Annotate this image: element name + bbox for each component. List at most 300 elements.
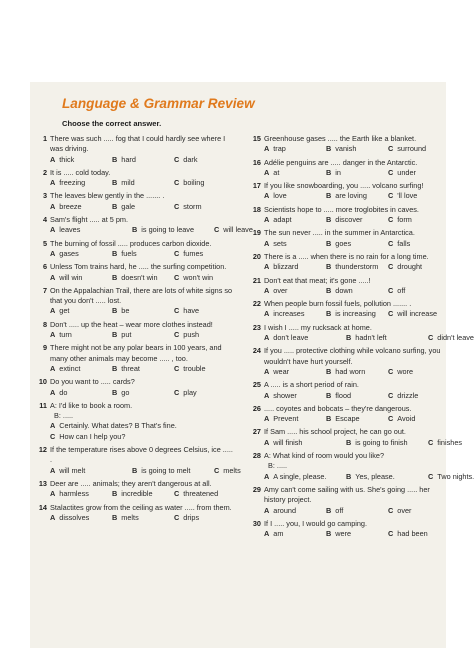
- option-letter: A: [264, 285, 270, 295]
- question-text: If you ..... protective clothing while volcano surfing, you wouldn't have hurt yourself.: [264, 346, 441, 366]
- option-text: trap: [273, 144, 286, 154]
- option-letter: A: [264, 191, 270, 201]
- question-number: 7: [42, 285, 47, 295]
- answer-options: [50, 178, 236, 188]
- answer-option[interactable]: [174, 513, 199, 523]
- option-letter: A: [264, 215, 270, 225]
- answer-option[interactable]: [264, 286, 326, 296]
- option-letter: B: [112, 248, 118, 258]
- option-text: melts: [223, 465, 241, 475]
- option-text: love: [273, 191, 287, 201]
- answer-option[interactable]: [50, 466, 132, 476]
- question-item: [250, 380, 444, 401]
- answer-options: [50, 421, 236, 442]
- option-letter: B: [112, 201, 118, 211]
- question-text: Don't ..... up the heat – wear more clothes instead!: [50, 319, 213, 329]
- option-text: off: [397, 285, 406, 295]
- answer-option[interactable]: [388, 239, 410, 249]
- option-letter: C: [174, 201, 180, 211]
- answer-option[interactable]: [174, 155, 197, 165]
- question-number: 4: [42, 215, 47, 225]
- question-text: A: I'd like to book a room.: [50, 400, 133, 410]
- question-number: 28: [252, 451, 261, 461]
- option-text: at: [273, 167, 280, 177]
- option-letter: A: [50, 178, 56, 188]
- question-text: Don't eat that meat; it's gone .....!: [264, 275, 371, 285]
- answer-option[interactable]: [388, 414, 415, 424]
- question-text: Stalactites grow from the ceiling as water ..... from them.: [50, 502, 232, 512]
- answer-option[interactable]: [388, 144, 426, 154]
- question-text: The sun never ..... in the summer in Antarctica.: [264, 228, 415, 238]
- option-text: doesn't win: [121, 272, 158, 282]
- option-text: am: [273, 529, 284, 539]
- option-text: freezing: [59, 178, 86, 188]
- option-text: over: [397, 505, 412, 515]
- answer-option[interactable]: [264, 168, 326, 178]
- option-letter: A: [50, 225, 56, 235]
- question-text: When people burn fossil fuels, pollution ....... .: [264, 299, 412, 309]
- answer-option[interactable]: [326, 414, 388, 424]
- option-letter: A: [264, 505, 270, 515]
- option-letter: B: [132, 465, 138, 475]
- answer-options: [50, 225, 253, 235]
- dialogue-line: B: .....: [54, 411, 74, 421]
- answer-option[interactable]: [326, 286, 388, 296]
- option-text: discover: [335, 215, 363, 225]
- answer-option[interactable]: [50, 155, 112, 165]
- question-item: [36, 377, 236, 398]
- question-text: If I ..... you, I would go camping.: [264, 518, 368, 528]
- answer-option[interactable]: [264, 239, 326, 249]
- question-text: It is ..... cold today.: [50, 167, 111, 177]
- answer-option[interactable]: [346, 438, 428, 448]
- answer-option[interactable]: [50, 225, 132, 235]
- question-item: [250, 519, 444, 540]
- option-letter: C: [388, 191, 394, 201]
- option-letter: B: [112, 363, 118, 373]
- option-text: incredible: [121, 489, 153, 499]
- option-text: shower: [273, 390, 297, 400]
- option-letter: A: [264, 366, 270, 376]
- answer-option[interactable]: [326, 215, 388, 225]
- answer-options: [50, 388, 236, 398]
- answer-option[interactable]: [428, 472, 474, 482]
- option-text: play: [183, 387, 197, 397]
- option-letter: C: [388, 390, 394, 400]
- question-number: 1: [42, 134, 47, 143]
- option-text: Certainly. What dates? B That's fine.: [59, 421, 177, 431]
- answer-option[interactable]: [50, 513, 112, 523]
- question-text: A: What kind of room would you like?: [264, 451, 385, 461]
- answer-option[interactable]: [50, 273, 112, 283]
- question-item: [36, 445, 241, 476]
- answer-option[interactable]: [50, 489, 112, 499]
- answer-options: [264, 239, 444, 249]
- option-text: drips: [183, 512, 200, 522]
- option-text: Avoid: [397, 414, 416, 424]
- question-number: 5: [42, 238, 47, 248]
- question-number: 26: [252, 403, 261, 413]
- answer-option[interactable]: [326, 144, 388, 154]
- answer-option[interactable]: [112, 202, 174, 212]
- question-text: Amy can't come sailing with us. She's going ..... her history project.: [264, 484, 430, 505]
- question-number: 18: [252, 204, 261, 214]
- option-text: melts: [121, 512, 139, 522]
- question-number: 20: [252, 251, 261, 261]
- question-item: [36, 503, 236, 524]
- question-number: 17: [252, 181, 261, 191]
- option-text: will leave: [223, 225, 253, 235]
- option-letter: C: [174, 178, 180, 188]
- question-item: [250, 346, 444, 377]
- answer-options: [264, 529, 444, 539]
- option-text: falls: [397, 238, 411, 248]
- option-letter: B: [112, 489, 118, 499]
- question-text: Greenhouse gases ..... the Earth like a blanket.: [264, 134, 417, 143]
- answer-option[interactable]: [132, 225, 214, 235]
- option-text: mild: [121, 178, 135, 188]
- answer-option[interactable]: [264, 414, 326, 424]
- answer-option[interactable]: [214, 225, 253, 235]
- question-item: [36, 320, 236, 341]
- option-text: don't leave: [273, 333, 309, 343]
- question-number: 14: [38, 502, 47, 512]
- option-letter: A: [50, 512, 56, 522]
- question-item: [36, 134, 236, 165]
- question-number: 6: [42, 262, 47, 272]
- option-letter: B: [326, 309, 332, 319]
- option-letter: B: [112, 330, 118, 340]
- option-text: drizzle: [397, 390, 419, 400]
- answer-option[interactable]: [346, 472, 428, 482]
- option-text: over: [273, 285, 288, 295]
- option-text: surround: [397, 144, 427, 154]
- option-letter: B: [326, 366, 332, 376]
- answer-option[interactable]: [112, 306, 174, 316]
- answer-option[interactable]: [264, 262, 326, 272]
- question-number: 22: [252, 299, 261, 309]
- answer-options: [50, 155, 236, 165]
- answer-option[interactable]: [326, 239, 388, 249]
- answer-option[interactable]: [112, 330, 174, 340]
- answer-option[interactable]: [326, 168, 388, 178]
- option-text: Escape: [335, 414, 360, 424]
- answer-option[interactable]: [112, 513, 174, 523]
- option-text: 'll love: [397, 191, 418, 201]
- option-text: trouble: [183, 363, 206, 373]
- option-text: push: [183, 330, 200, 340]
- option-letter: A: [264, 238, 270, 248]
- option-letter: C: [388, 262, 394, 272]
- question-number: 10: [38, 377, 47, 387]
- answer-options: [264, 391, 444, 401]
- answer-option[interactable]: [132, 466, 214, 476]
- question-item: [250, 228, 444, 249]
- answer-option[interactable]: [326, 367, 388, 377]
- question-text: On the Appalachian Trail, there are lots of white signs so that you don't ..... lost.: [50, 285, 233, 306]
- option-letter: B: [326, 215, 332, 225]
- question-item: [36, 215, 253, 236]
- answer-option[interactable]: [264, 529, 326, 539]
- question-item: [250, 252, 444, 273]
- answer-option[interactable]: [174, 388, 197, 398]
- option-letter: C: [174, 306, 180, 316]
- option-letter: C: [428, 437, 434, 447]
- answer-options: [264, 506, 444, 516]
- option-text: flood: [335, 390, 352, 400]
- option-letter: A: [50, 363, 56, 373]
- option-text: threatened: [183, 489, 219, 499]
- answer-option[interactable]: [50, 330, 112, 340]
- question-number: 21: [252, 275, 261, 285]
- answer-option[interactable]: [428, 438, 462, 448]
- option-text: down: [335, 285, 353, 295]
- answer-options: [50, 465, 241, 476]
- answer-option[interactable]: [112, 155, 174, 165]
- answer-options: [50, 306, 236, 316]
- option-letter: A: [50, 201, 56, 211]
- option-letter: C: [174, 512, 180, 522]
- question-number: 2: [42, 167, 47, 177]
- answer-option[interactable]: [112, 249, 174, 259]
- option-letter: C: [428, 333, 434, 343]
- option-letter: B: [112, 306, 118, 316]
- answer-option[interactable]: [326, 191, 388, 201]
- question-text: Do you want to ..... cards?: [50, 377, 135, 387]
- option-text: goes: [335, 238, 352, 248]
- option-text: vanish: [335, 144, 357, 154]
- option-letter: B: [326, 285, 332, 295]
- option-letter: B: [326, 414, 332, 424]
- option-text: is going to finish: [355, 437, 408, 447]
- question-item: [250, 322, 474, 344]
- answer-option[interactable]: [112, 489, 174, 499]
- option-text: had been: [397, 529, 428, 539]
- option-text: Yes, please.: [355, 471, 395, 481]
- answer-option[interactable]: [326, 391, 388, 401]
- option-text: under: [397, 167, 416, 177]
- answer-option[interactable]: [388, 506, 411, 516]
- question-text: There was such ..... fog that I could hardly see where I was driving.: [50, 134, 226, 154]
- answer-option[interactable]: [50, 421, 236, 431]
- answer-option[interactable]: [50, 178, 112, 188]
- option-letter: C: [388, 285, 394, 295]
- option-text: breeze: [59, 201, 82, 211]
- option-letter: A: [50, 154, 56, 164]
- answer-option[interactable]: [388, 215, 412, 225]
- question-item: [36, 286, 236, 317]
- option-text: are loving: [335, 191, 367, 201]
- answer-options: [50, 364, 236, 374]
- option-text: off: [335, 505, 344, 515]
- option-text: dissolves: [59, 512, 90, 522]
- answer-option[interactable]: [264, 333, 346, 343]
- answer-option[interactable]: [264, 144, 326, 154]
- answer-option[interactable]: [214, 466, 241, 476]
- answer-option[interactable]: [264, 472, 346, 482]
- answer-option[interactable]: [388, 262, 422, 272]
- answer-option[interactable]: [174, 273, 213, 283]
- answer-option[interactable]: [174, 249, 203, 259]
- question-text: The burning of fossil ..... produces carbon dioxide.: [50, 238, 212, 248]
- question-column-left: [36, 134, 253, 526]
- answer-options: [50, 249, 236, 259]
- answer-option[interactable]: [388, 529, 428, 539]
- option-text: How can I help you?: [59, 431, 126, 441]
- option-text: A single, please.: [273, 471, 327, 481]
- question-number: 15: [252, 134, 261, 143]
- answer-option[interactable]: [326, 529, 388, 539]
- answer-options: [50, 202, 236, 212]
- option-letter: C: [388, 144, 394, 154]
- answer-option[interactable]: [50, 388, 112, 398]
- question-item: [36, 239, 236, 260]
- option-letter: A: [264, 309, 270, 319]
- option-text: will win: [59, 272, 83, 282]
- answer-options: [264, 262, 444, 272]
- option-letter: C: [174, 272, 180, 282]
- option-letter: B: [346, 333, 352, 343]
- option-text: adapt: [273, 215, 292, 225]
- answer-option[interactable]: [388, 191, 417, 201]
- option-text: will finish: [273, 437, 303, 447]
- answer-option[interactable]: [326, 506, 388, 516]
- option-letter: C: [388, 529, 394, 539]
- option-text: is going to leave: [141, 225, 195, 235]
- option-letter: B: [326, 529, 332, 539]
- option-letter: B: [326, 167, 332, 177]
- option-letter: C: [388, 309, 394, 319]
- option-letter: A: [264, 144, 270, 154]
- option-text: form: [397, 215, 412, 225]
- answer-options: [264, 471, 474, 482]
- answer-options: [264, 437, 463, 448]
- answer-option[interactable]: [388, 367, 413, 377]
- question-item: [250, 134, 444, 155]
- question-item: [250, 404, 444, 425]
- option-text: boiling: [183, 178, 205, 188]
- option-letter: C: [174, 248, 180, 258]
- answer-options: [264, 333, 474, 343]
- answer-option[interactable]: [174, 306, 199, 316]
- option-letter: A: [50, 248, 56, 258]
- answer-option[interactable]: [326, 309, 388, 319]
- answer-option[interactable]: [50, 202, 112, 212]
- answer-option[interactable]: [112, 273, 174, 283]
- answer-option[interactable]: [264, 215, 326, 225]
- answer-option[interactable]: [264, 191, 326, 201]
- answer-option[interactable]: [174, 330, 199, 340]
- option-text: is going to melt: [141, 465, 191, 475]
- answer-option[interactable]: [388, 168, 416, 178]
- option-text: gases: [59, 248, 79, 258]
- question-text: There might not be any polar bears in 100 years, and many other animals may become ..... , too.: [50, 343, 222, 363]
- answer-option[interactable]: [346, 333, 428, 343]
- option-text: turn: [59, 330, 72, 340]
- question-number: 19: [252, 228, 261, 238]
- question-number: 30: [252, 518, 261, 528]
- option-text: hadn't left: [355, 333, 387, 343]
- question-item: [36, 401, 236, 442]
- question-number: 12: [38, 445, 47, 455]
- option-letter: B: [112, 154, 118, 164]
- answer-option[interactable]: [388, 309, 437, 319]
- option-text: Two nights.: [437, 471, 474, 481]
- question-item: [250, 299, 444, 320]
- answer-option[interactable]: [264, 391, 326, 401]
- answer-option[interactable]: [174, 489, 218, 499]
- answer-option[interactable]: [112, 178, 174, 188]
- option-letter: A: [264, 390, 270, 400]
- answer-option[interactable]: [264, 506, 326, 516]
- question-text: If the temperature rises above 0 degrees Celsius, ice ..... .: [50, 445, 233, 465]
- answer-option[interactable]: [264, 367, 326, 377]
- answer-options: [264, 367, 444, 377]
- answer-options: [50, 489, 236, 499]
- option-letter: A: [264, 437, 270, 447]
- option-text: gale: [121, 201, 136, 211]
- answer-option[interactable]: [388, 391, 418, 401]
- answer-option[interactable]: [264, 438, 346, 448]
- option-text: hard: [121, 154, 136, 164]
- option-text: fuels: [121, 248, 137, 258]
- answer-options: [264, 191, 444, 201]
- answer-option[interactable]: [264, 309, 326, 319]
- review-sheet: [30, 82, 474, 648]
- answer-options: [50, 273, 236, 283]
- option-letter: A: [264, 262, 270, 272]
- option-letter: A: [264, 333, 270, 343]
- option-text: blizzard: [273, 262, 299, 272]
- option-letter: C: [174, 387, 180, 397]
- answer-option[interactable]: [388, 286, 405, 296]
- answer-option[interactable]: [174, 202, 202, 212]
- answer-option[interactable]: [326, 262, 388, 272]
- option-text: threat: [121, 363, 140, 373]
- option-text: will melt: [59, 465, 86, 475]
- answer-option[interactable]: [50, 364, 112, 374]
- option-letter: B: [112, 272, 118, 282]
- question-number: 24: [252, 346, 261, 356]
- answer-option[interactable]: [428, 333, 474, 343]
- answer-option[interactable]: [112, 388, 174, 398]
- option-letter: C: [174, 489, 180, 499]
- option-letter: C: [174, 363, 180, 373]
- option-letter: B: [326, 390, 332, 400]
- question-number: 25: [252, 380, 261, 390]
- option-text: harmless: [59, 489, 89, 499]
- answer-option[interactable]: [174, 364, 206, 374]
- option-letter: C: [214, 225, 220, 235]
- option-text: get: [59, 306, 70, 316]
- option-letter: B: [326, 238, 332, 248]
- option-letter: B: [112, 512, 118, 522]
- answer-option[interactable]: [50, 432, 236, 442]
- option-letter: A: [264, 167, 270, 177]
- answer-option[interactable]: [112, 364, 174, 374]
- question-number: 13: [38, 478, 47, 488]
- question-item: [250, 158, 444, 179]
- option-text: have: [183, 306, 200, 316]
- question-number: 9: [42, 343, 47, 353]
- answer-option[interactable]: [174, 178, 204, 188]
- answer-option[interactable]: [50, 306, 112, 316]
- option-text: fumes: [183, 248, 204, 258]
- question-number: 23: [252, 322, 261, 332]
- question-item: [250, 276, 444, 297]
- question-item: [250, 205, 444, 226]
- answer-option[interactable]: [50, 249, 112, 259]
